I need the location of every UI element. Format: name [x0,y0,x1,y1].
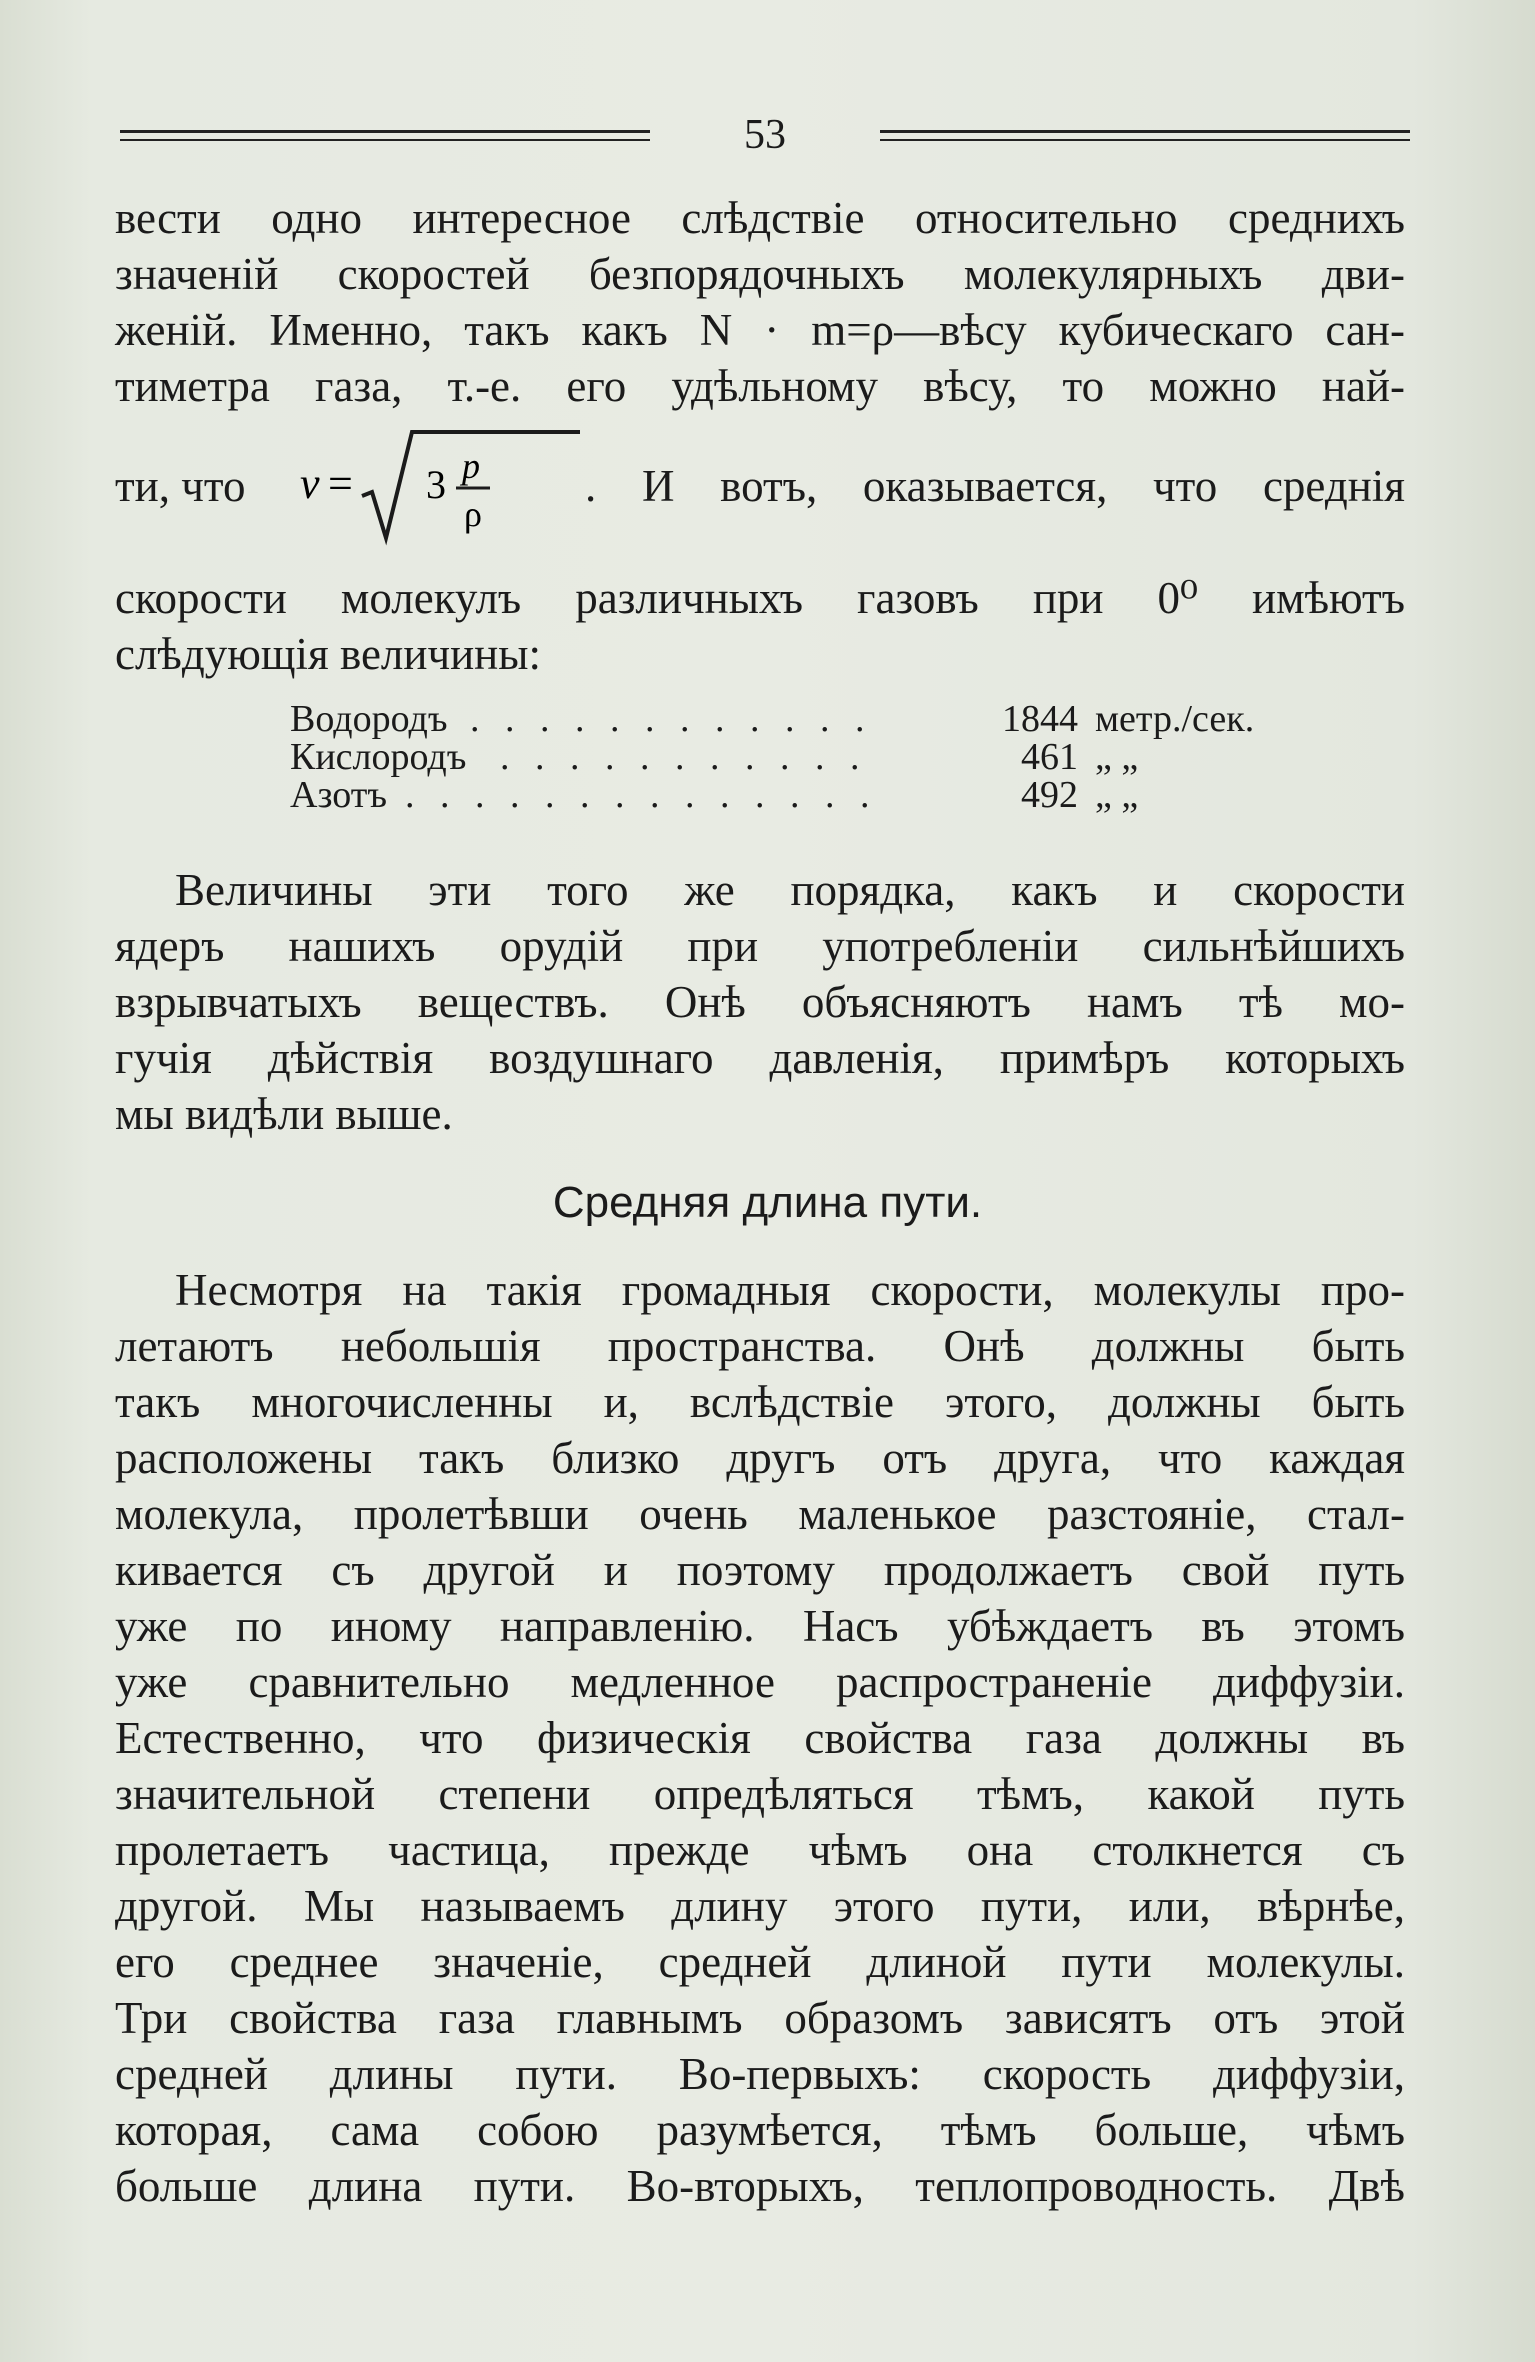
text-line: его среднее значеніе, средней длиной пути молекулы. [115,1937,1405,1987]
formula-lhs: v [300,459,320,508]
formula-equals: = [328,459,353,508]
paragraph-1 [115,190,1405,414]
leader-dots: . . . . . . . . . . . . . . [405,776,878,814]
gas-name: Водородъ [290,698,448,740]
formula-denominator: ρ [464,494,482,534]
text-line: молекула, пролетѣвши очень маленькое разстояніе, стал- [115,1489,1405,1539]
formula-lead-text: ти, что [115,461,246,511]
header-rule-right [880,130,1410,141]
text-line: Естественно, что физическія свойства газа должны въ [115,1713,1405,1763]
page-header [120,110,1410,160]
text-line: ядеръ нашихъ орудій при употребленіи сильнѣйшихъ [115,921,1405,971]
text-line: летаютъ небольшія пространства. Онѣ должны быть [115,1321,1405,1371]
text-line: расположены такъ близко другъ отъ друга, что каждая [115,1433,1405,1483]
text-line: Несмотря на такія громадныя скорости, молекулы про- [175,1265,1405,1315]
leader-dots: . . . . . . . . . . . . [470,700,873,738]
velocity-unit: „ „ [1095,736,1139,778]
text-line: которая, сама собою разумѣется, тѣмъ больше, чѣмъ [115,2105,1405,2155]
text-line: такъ многочисленны и, вслѣдствіе этого, должны быть [115,1377,1405,1427]
formula-line [115,418,1405,548]
text-line: тиметра газа, т.-е. его удѣльному вѣсу, то можно най- [115,361,1405,411]
table-row [290,776,1230,814]
velocity-table [290,698,1255,816]
text-line: средней длины пути. Во-первыхъ: скорость диффузіи, [115,2049,1405,2099]
text-line: вести одно интересное слѣдствіе относительно среднихъ [115,193,1405,243]
text-line: пролетаетъ частица, прежде чѣмъ она столкнется съ [115,1825,1405,1875]
gas-name: Кислородъ [290,736,467,778]
formula-trail-text: . И вотъ, оказывается, что среднія [585,461,1405,511]
paragraph-1-tail [115,570,1405,682]
text-line: кивается съ другой и поэтому продолжаетъ свой путь [115,1545,1405,1595]
section-heading: Средняя длина пути. [552,1178,983,1227]
formula-numerator: p [462,446,480,486]
velocity-unit: метр./сек. [1095,698,1255,740]
gas-velocity: 492 [1021,774,1078,816]
text-line: Величины эти того же порядка, какъ и скорости [175,865,1405,915]
text-line: слѣдующія величины: [115,629,542,679]
text-line: мы видѣли выше. [115,1089,453,1139]
paragraph-2 [115,862,1405,1142]
page-number: 53 [744,112,786,158]
leader-dots: . . . . . . . . . . . [500,738,868,776]
gas-velocity: 1844 [1002,698,1078,740]
text-line: уже по иному направленію. Насъ убѣждаетъ въ этомъ [115,1601,1405,1651]
gas-velocity: 461 [1021,736,1078,778]
text-line: значеній скоростей безпорядочныхъ молекулярныхъ дви- [115,249,1405,299]
text-line: взрывчатыхъ веществъ. Онѣ объясняютъ намъ тѣ мо- [115,977,1405,1027]
text-line: скорости молекулъ различныхъ газовъ при 0⁰ имѣютъ [115,573,1405,623]
text-line: Три свойства газа главнымъ образомъ зависятъ отъ этой [115,1993,1405,2043]
velocity-unit: „ „ [1095,774,1139,816]
gas-name: Азотъ [290,774,387,816]
text-line: уже сравнительно медленное распространеніе диффузіи. [115,1657,1405,1707]
table-row [290,738,1230,776]
table-row [290,698,1255,740]
text-line: другой. Мы называемъ длину этого пути, или, вѣрнѣе, [115,1881,1405,1931]
text-line: значительной степени опредѣляться тѣмъ, какой путь [115,1769,1405,1819]
formula-coefficient: 3 [426,462,446,507]
text-line: женій. Именно, такъ какъ N · m=ρ—вѣсу кубическаго сан- [115,305,1405,355]
paragraph-3 [115,1262,1405,2214]
text-line: больше длина пути. Во-вторыхъ, теплопроводность. Двѣ [115,2161,1405,2211]
text-line: гучія дѣйствія воздушнаго давленія, примѣръ которыхъ [115,1033,1405,1083]
